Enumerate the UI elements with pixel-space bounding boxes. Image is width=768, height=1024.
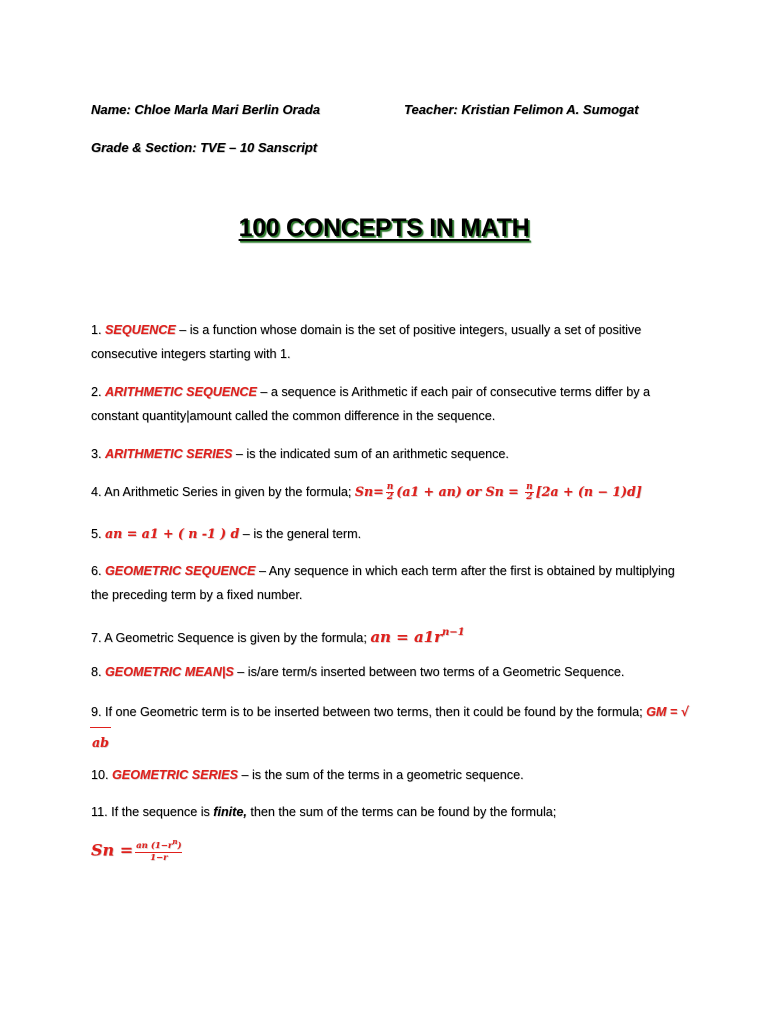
fraction: $\frac{n}{2}$ (526, 482, 533, 503)
item-number: 5. (91, 527, 106, 541)
concept-term: SEQUENCE (105, 323, 176, 337)
concept-item-10 (91, 763, 691, 787)
concept-definition: – is a function whose domain is the set of positive integers, usually a set of positive consecutive integers starting with 1. (91, 323, 642, 361)
concept-definition: – is the indicated sum of an arithmetic sequence. (232, 447, 509, 461)
concept-definition: 4. An Arithmetic Series in given by the formula; (91, 485, 355, 499)
concept-item-6 (91, 559, 691, 607)
concept-item-5 (91, 522, 691, 546)
concept-term: ARITHMETIC SERIES (105, 447, 233, 461)
item-number: 6. (91, 564, 106, 578)
general-term-formula: an = a1 + ( n -1 ) d (105, 526, 240, 541)
concept-definition: 7. A Geometric Sequence is given by the formula; (91, 631, 371, 645)
formula-lhs: Sn = (91, 840, 134, 860)
sqrt-icon: √ (680, 704, 690, 719)
concept-term: GEOMETRIC MEAN|S (105, 665, 234, 679)
concept-term: GEOMETRIC SEQUENCE (105, 564, 256, 578)
concept-item-8 (91, 660, 691, 684)
emphasis: finite, (213, 805, 247, 819)
fraction: $\frac{an (1-r^n)}{1-r}$ (136, 837, 182, 863)
concept-item-3 (91, 442, 691, 466)
concept-definition: – a sequence is Arithmetic if each pair of consecutive terms differ by a constant quantity|amount called the common difference in the sequence. (91, 385, 651, 423)
item-number: 1. (91, 323, 106, 337)
concept-item-1 (91, 318, 691, 366)
formula-part: [2a + (n − 1)d] (535, 484, 642, 499)
concept-item-7 (91, 621, 691, 650)
item-number: 8. (91, 665, 106, 679)
concept-term: ARITHMETIC SEQUENCE (105, 385, 257, 399)
concept-definition: – Any sequence in which each term after the first is obtained by multiplying the preceding term by a fixed number. (91, 564, 675, 602)
concept-term: GEOMETRIC SERIES (112, 768, 238, 782)
radicand: ab (90, 727, 111, 757)
concept-item-11 (91, 800, 691, 824)
concept-definition: – is/are term/s inserted between two terms of a Geometric Sequence. (233, 665, 625, 679)
item-number: 3. (91, 447, 106, 461)
concept-item-9 (91, 697, 691, 758)
grade-section: Grade & Section: TVE – 10 Sanscript (91, 140, 318, 155)
fraction: $\frac{n}{2}$ (386, 482, 394, 503)
formula-part: GM = (646, 705, 681, 719)
concept-item-2 (91, 380, 691, 428)
concept-definition: then the sum of the terms can be found by the formula; (246, 805, 557, 819)
item-number: 2. (91, 385, 106, 399)
student-name: Name: Chloe Marla Mari Berlin Orada (91, 102, 321, 117)
teacher-name: Teacher: Kristian Felimon A. Sumogat (404, 102, 639, 117)
concept-definition: 11. If the sequence is (91, 805, 214, 819)
formula-part: (a1 + an) or Sn = (396, 484, 524, 499)
concept-definition: – is the sum of the terms in a geometric sequence. (237, 768, 524, 782)
concept-item-4 (91, 480, 711, 504)
concept-definition: – is the general term. (239, 527, 362, 541)
exponent: n−1 (442, 627, 465, 638)
item-number: 10. (91, 768, 113, 782)
formula-part: Sn= (354, 484, 384, 499)
page-title: 100 CONCEPTS IN MATH (238, 214, 530, 242)
geometric-formula: an = a1r (370, 628, 443, 646)
finite-sum-formula (91, 836, 184, 864)
concept-definition: 9. If one Geometric term is to be inserted between two terms, then it could be found by the formula; (91, 705, 647, 719)
